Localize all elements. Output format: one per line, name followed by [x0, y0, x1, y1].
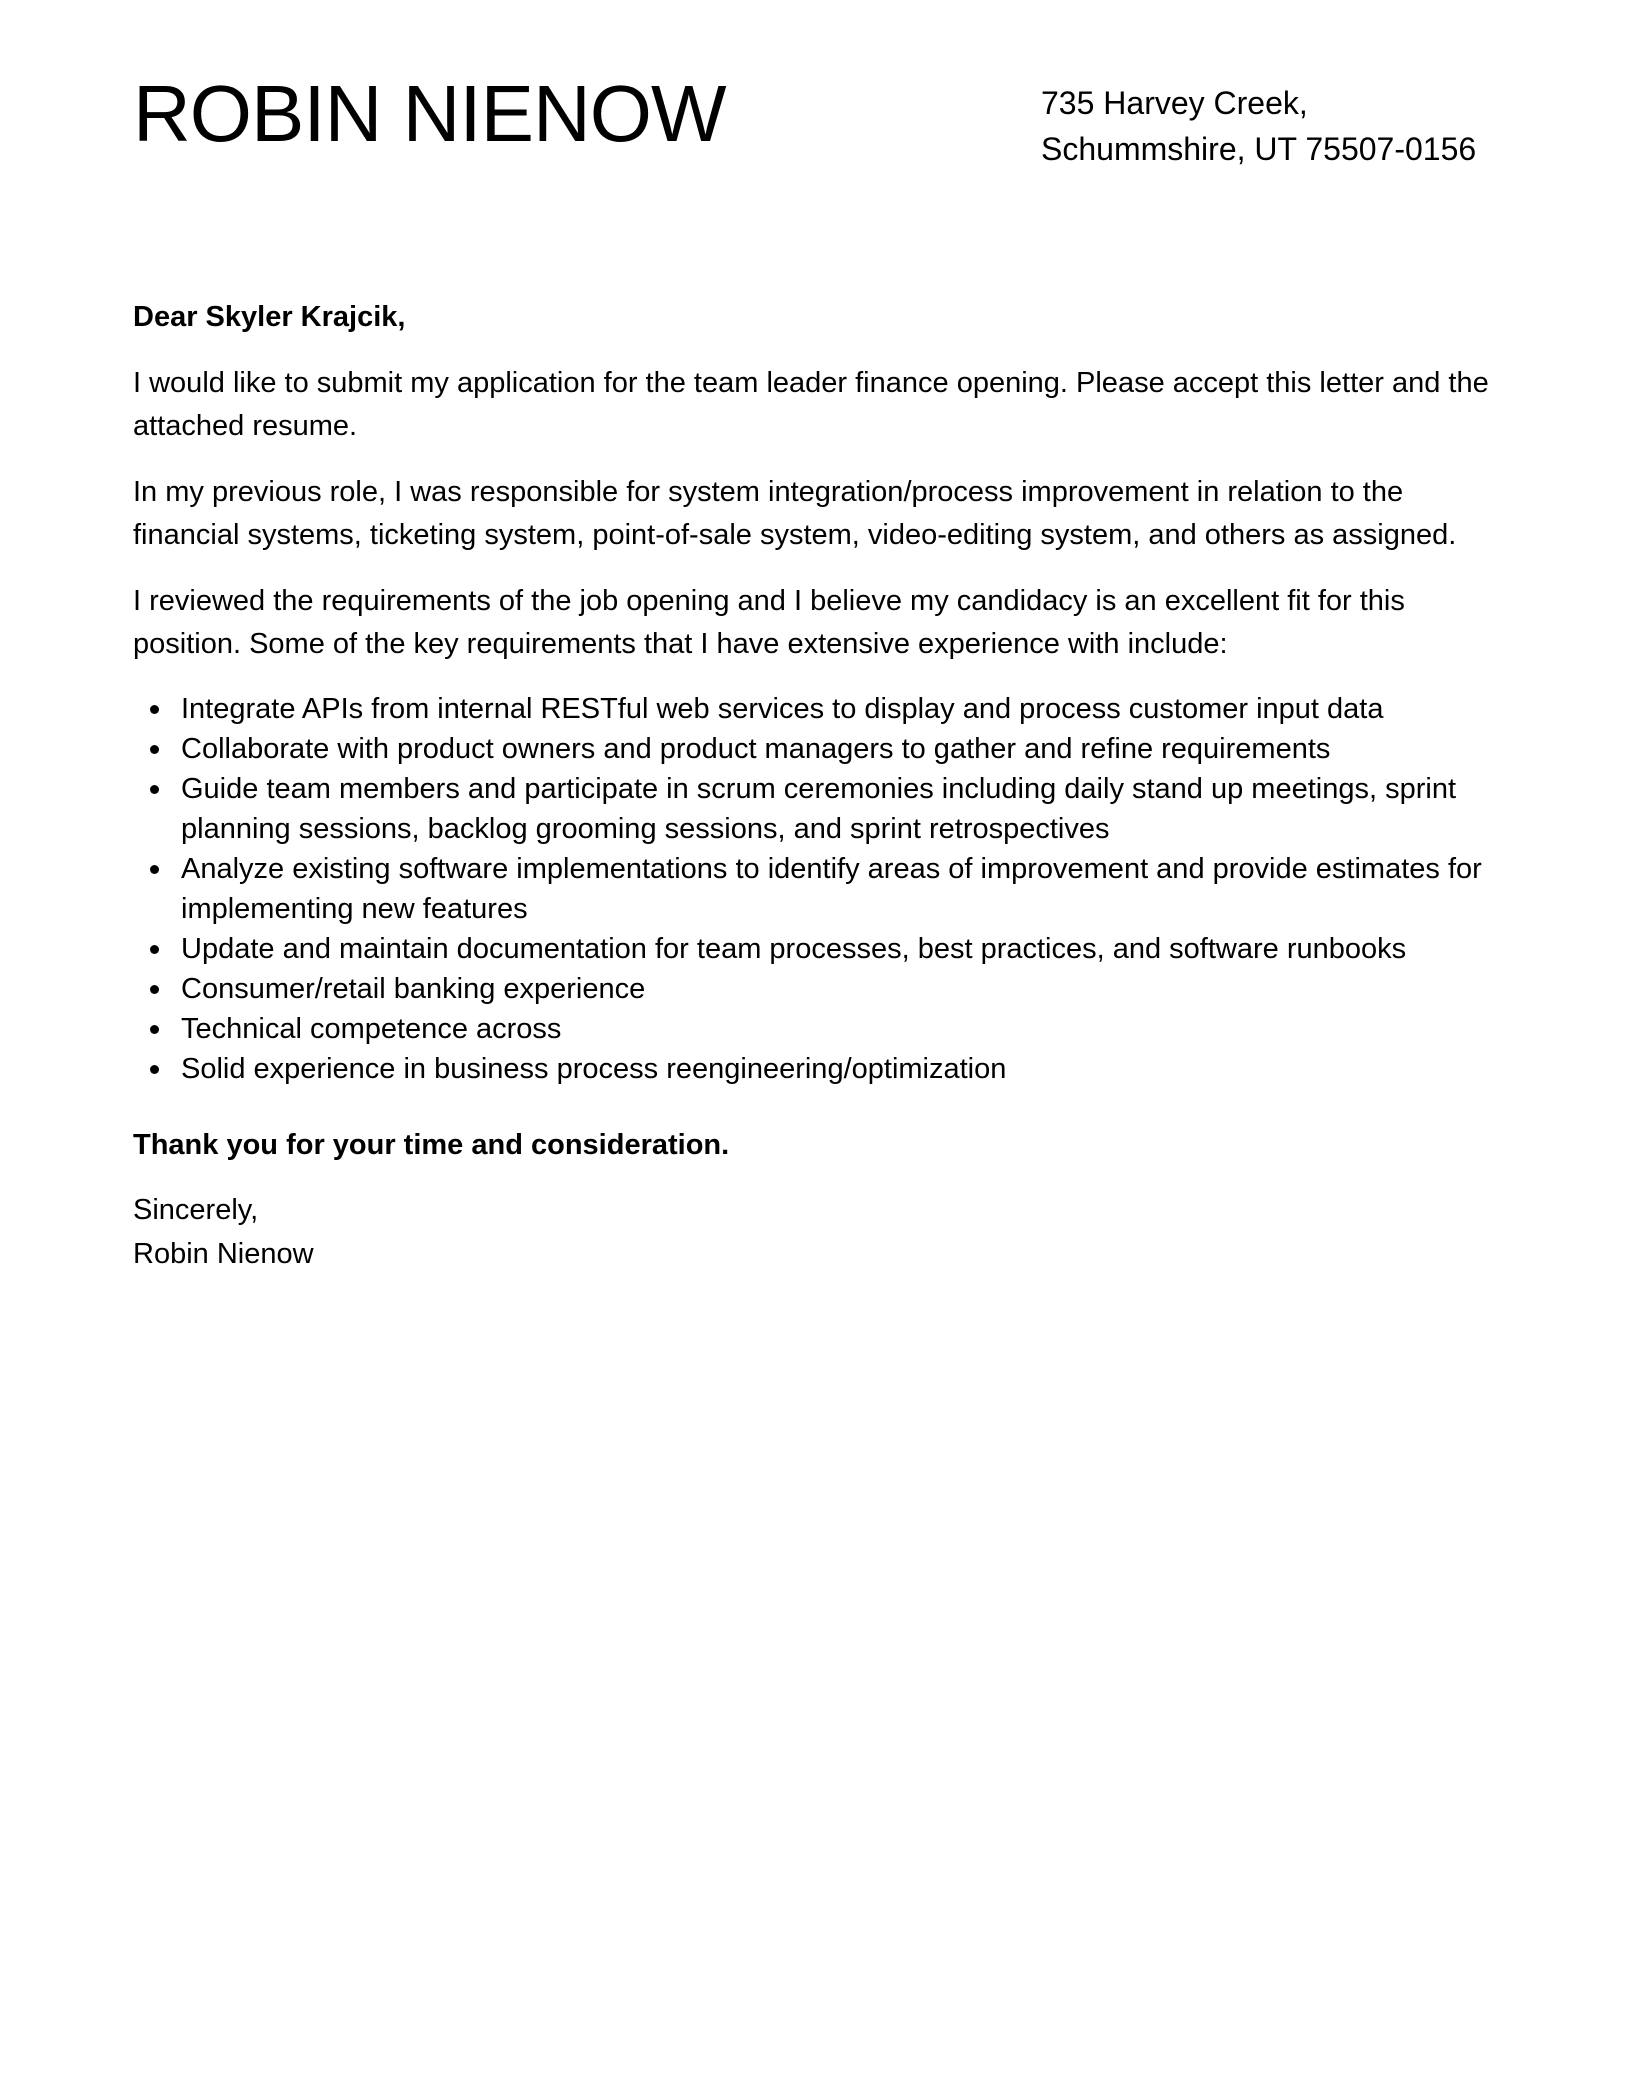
bullet-icon	[150, 1065, 159, 1074]
address-line-2: Schummshire, UT 75507-0156	[1041, 131, 1477, 167]
bullet-icon	[150, 865, 159, 874]
list-item	[133, 729, 1503, 769]
list-item-text: Collaborate with product owners and product managers to gather and refine requirements	[181, 732, 1331, 765]
list-item	[133, 969, 1503, 1009]
list-item-text: Technical competence across	[181, 1012, 562, 1045]
requirements-list	[133, 689, 1503, 1089]
list-item-text: Update and maintain documentation for team processes, best practices, and software runbooks	[181, 932, 1407, 965]
closing	[133, 1189, 1503, 1276]
list-item-text: Solid experience in business process reengineering/optimization	[181, 1052, 1007, 1085]
thanks-line: Thank you for your time and consideration.	[133, 1128, 730, 1161]
address-line-1: 735 Harvey Creek,	[1041, 85, 1308, 121]
list-item	[133, 769, 1503, 849]
signature-name: Robin Nienow	[133, 1237, 314, 1270]
list-item	[133, 689, 1503, 729]
list-item	[133, 1049, 1503, 1089]
bullet-icon	[150, 985, 159, 994]
list-item	[133, 929, 1503, 969]
list-item	[133, 849, 1503, 929]
applicant-address	[1041, 80, 1476, 172]
list-item	[133, 1009, 1503, 1049]
applicant-name: ROBIN NIENOW	[133, 69, 726, 158]
bullet-icon	[150, 1025, 159, 1034]
bullet-icon	[150, 785, 159, 794]
paragraph-intro: I would like to submit my application for the team leader finance opening. Please accept this letter and the attached resume.	[133, 366, 1489, 442]
letter-header	[133, 70, 1499, 190]
letter-body	[133, 296, 1503, 1276]
paragraph-requirements-intro: I reviewed the requirements of the job opening and I believe my candidacy is an excellent fit for this position. Some of the key requirements that I have extensive experience with include:	[133, 584, 1405, 660]
bullet-icon	[150, 945, 159, 954]
bullet-icon	[150, 705, 159, 714]
list-item-text: Consumer/retail banking experience	[181, 972, 646, 1005]
sign-off: Sincerely,	[133, 1194, 259, 1226]
greeting: Dear Skyler Krajcik,	[133, 301, 406, 333]
list-item-text: Analyze existing software implementations to identify areas of improvement and provide estimates for implementing new features	[181, 852, 1482, 925]
bullet-icon	[150, 745, 159, 754]
paragraph-previous-role: In my previous role, I was responsible for system integration/process improvement in relation to the financial systems, ticketing system, point-of-sale system, video-editing system, and others as assigned.	[133, 475, 1457, 551]
list-item-text: Integrate APIs from internal RESTful web services to display and process customer input data	[181, 692, 1384, 725]
list-item-text: Guide team members and participate in scrum ceremonies including daily stand up meetings, sprint planning sessions, backlog grooming sessions, and sprint retrospectives	[181, 772, 1457, 845]
